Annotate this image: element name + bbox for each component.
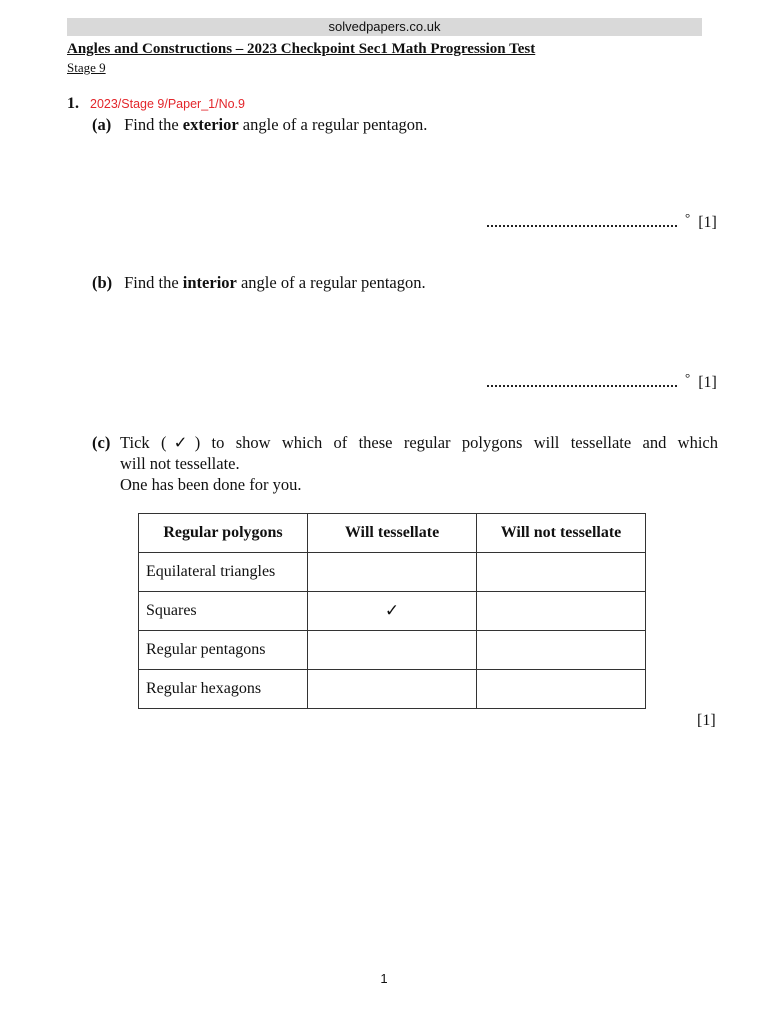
part-c-label: (c) <box>92 433 111 452</box>
part-c-question <box>92 432 718 495</box>
table-row <box>139 670 646 709</box>
part-a-text-start: Find the <box>124 115 179 134</box>
will-tessellate-cell[interactable] <box>308 670 477 709</box>
tessellation-table <box>138 513 646 709</box>
table-header-row <box>139 514 646 553</box>
site-header-bar <box>67 18 702 36</box>
will-tessellate-cell[interactable] <box>308 631 477 670</box>
polygon-name: Equilateral triangles <box>139 553 308 592</box>
site-name: solvedpapers.co.uk <box>328 19 441 34</box>
part-c-line-2: will not tessellate. <box>120 454 240 473</box>
part-b-emphasis: interior <box>182 273 237 292</box>
stage-label: Stage 9 <box>67 60 106 75</box>
part-a-marks: [1] <box>698 214 717 231</box>
part-a-text-end: angle of a regular pentagon. <box>242 115 428 134</box>
part-c-line-1 <box>92 432 718 453</box>
part-c-marks: [1] <box>697 712 716 729</box>
table-row <box>139 553 646 592</box>
header-will-not-tessellate: Will not tessellate <box>477 514 646 553</box>
header-will-tessellate: Will tessellate <box>308 514 477 553</box>
header-regular-polygons: Regular polygons <box>139 514 308 553</box>
polygon-name: Squares <box>139 592 308 631</box>
part-b-question <box>92 273 426 293</box>
part-b-text-start: Find the <box>124 273 179 292</box>
will-not-tessellate-cell[interactable] <box>477 631 646 670</box>
polygon-name: Regular hexagons <box>139 670 308 709</box>
answer-dotted-line[interactable] <box>487 211 677 227</box>
will-not-tessellate-cell[interactable] <box>477 553 646 592</box>
document-title: Angles and Constructions – 2023 Checkpoint Sec1 Math Progression Test <box>67 41 536 57</box>
part-a-label: (a) <box>92 115 112 134</box>
degree-symbol: ° <box>685 370 691 385</box>
part-a-answer-line[interactable] <box>487 210 717 232</box>
polygon-name: Regular pentagons <box>139 631 308 670</box>
will-tessellate-cell[interactable] <box>308 553 477 592</box>
page-number: 1 <box>380 971 388 986</box>
part-b-marks: [1] <box>698 374 717 391</box>
part-b-label: (b) <box>92 273 113 292</box>
part-c-line-1-text: Tick (✓) to show which of these regular polygons will tessellate and which <box>120 433 718 452</box>
part-b-text-end: angle of a regular pentagon. <box>240 273 426 292</box>
degree-symbol: ° <box>685 210 691 225</box>
will-not-tessellate-cell[interactable] <box>477 670 646 709</box>
part-c-line-3: One has been done for you. <box>120 475 302 494</box>
table-row <box>139 592 646 631</box>
question-number: 1. <box>67 95 79 112</box>
will-tessellate-cell[interactable]: ✓ <box>308 592 477 631</box>
part-a-question <box>92 115 427 135</box>
will-not-tessellate-cell[interactable] <box>477 592 646 631</box>
table-row <box>139 631 646 670</box>
part-a-emphasis: exterior <box>182 115 239 134</box>
part-b-answer-line[interactable] <box>487 370 717 392</box>
question-reference: 2023/Stage 9/Paper_1/No.9 <box>90 97 245 111</box>
answer-dotted-line[interactable] <box>487 371 677 387</box>
